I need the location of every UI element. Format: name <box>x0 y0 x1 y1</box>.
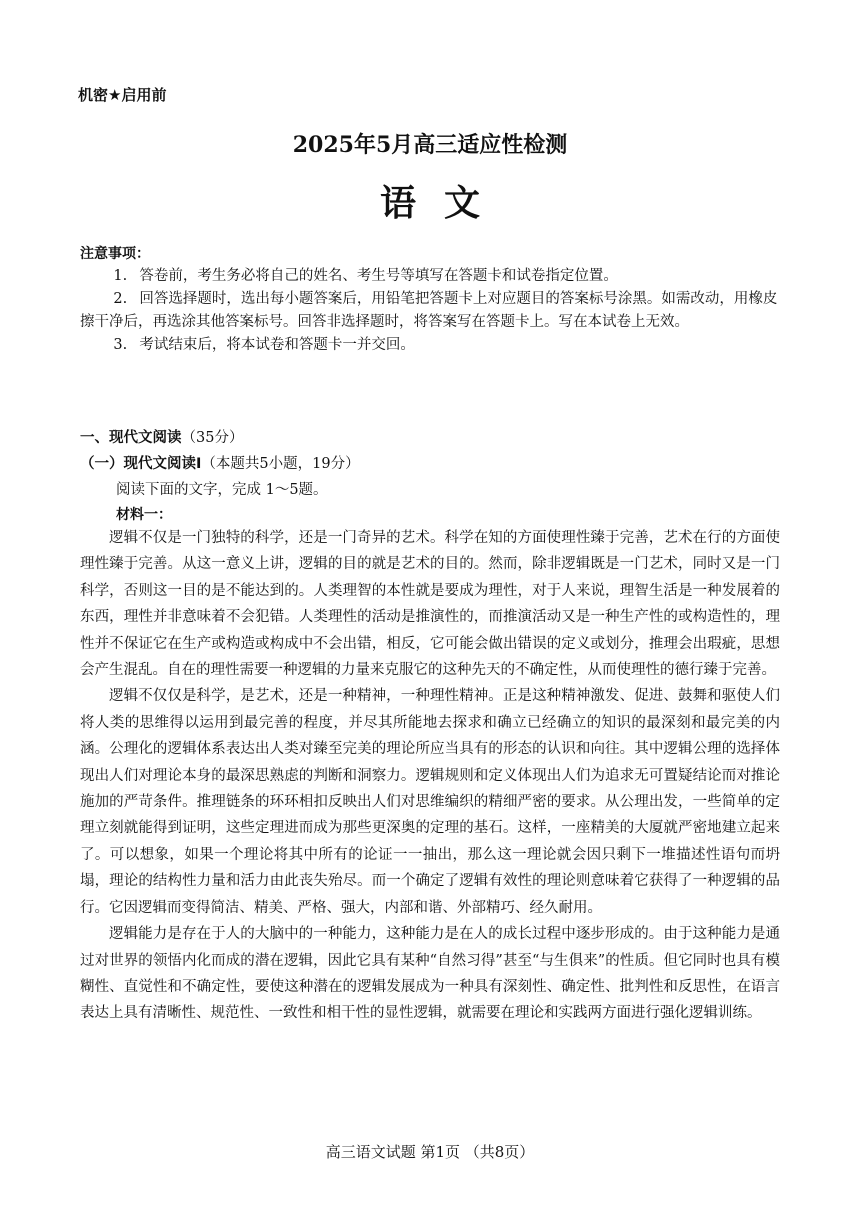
notice-list <box>80 265 785 357</box>
exam-title: 2025年5月高三适应性检测 <box>292 132 568 158</box>
notice-item-text: 考试结束后，将本试卷和答题卡一并交回。 <box>139 337 415 353</box>
section-title: 一、现代文阅读 <box>80 430 182 446</box>
subsection-heading <box>80 452 360 473</box>
page-footer: 高三语文试题 第1页 （共8页） <box>325 1143 535 1161</box>
paragraph: 逻辑不仅是一门独特的科学，还是一门奇异的艺术。科学在知的方面使理性臻于完善，艺术在行的方面使理性臻于完善。从这一意义上讲，逻辑的目的就是艺术的目的。然而，除非逻辑既是一门艺术，同时又是一门科学，否则这一目的是不能达到的。人类理智的本性就是要成为理性，对于人来说，理智生活是一种发展着的东西，理性并非意味着不会犯错。人类理性的活动是推演性的，而推演活动又是一种生产性的或构造性的，理性并不保证它在生产或构造或构成中不会出错，相反，它可能会做出错误的定义或划分，推理会出瑕疵，思想会产生混乱。自在的理性需要一种逻辑的力量来克服它的这种先天的不确定性，从而使理性的德行臻于完善。 <box>80 530 780 679</box>
section-points: （35分） <box>181 430 244 446</box>
notice-item <box>80 265 785 288</box>
notice-item-text: 答卷前，考生务必将自己的姓名、考生号等填写在答题卡和试卷指定位置。 <box>139 268 618 284</box>
notice-heading: 注意事项： <box>80 246 150 262</box>
section-heading <box>80 426 243 447</box>
notice-item-text: 回答选择题时，选出每小题答案后，用铅笔把答题卡上对应题目的答案标号涂黑。如需改动，用橡皮擦干净后，再选涂其他答案标号。回答非选择题时，将答案写在答题卡上。写在本试卷上无效。 <box>80 291 778 330</box>
notice-item <box>80 334 785 357</box>
paragraph: 逻辑不仅仅是科学，是艺术，还是一种精神，一种理性精神。正是这种精神激发、促进、鼓舞和驱使人们将人类的思维得以运用到最完善的程度，并尽其所能地去探求和确立已经确立的知识的最深刻和最完美的内涵。公理化的逻辑体系表达出人类对臻至完美的理论所应当具有的形态的认识和向往。其中逻辑公理的选择体现出人们对理论本身的最深思熟虑的判断和洞察力。逻辑规则和定义体现出人们为追求无可置疑结论而对推论施加的严苛条件。推理链条的环环相扣反映出人们对思维编织的精细严密的要求。从公理出发，一些简单的定理立刻就能得到证明，这些定理进而成为那些更深奥的定理的基石。这样，一座精美的大厦就严密地建立起来了。可以想象，如果一个理论将其中所有的论证一一抽出，那么这一理论就会因只剩下一堆描述性语句而坍塌，理论的结构性力量和活力由此丧失殆尽。而一个确定了逻辑有效性的理论则意味着它获得了一种逻辑的品行。它因逻辑而变得简洁、精美、严格、强大，内部和谐、外部精巧、经久耐用。 <box>80 688 780 916</box>
material-label: 材料一： <box>116 507 172 523</box>
reading-instruction: 阅读下面的文字，完成 1～5题。 <box>116 482 328 498</box>
paragraph: 逻辑能力是存在于人的大脑中的一种能力，这种能力是在人的成长过程中逐步形成的。由于这种能力是通过对世界的领悟内化而成的潜在逻辑，因此它具有某种“自然习得”甚至“与生俱来”的性质。但它同时也具有模糊性、直觉性和不确定性，要使这种潜在的逻辑发展成为一种具有深刻性、确定性、批判性和反思性，在语言表达上具有清晰性、规范性、一致性和相干性的显性逻辑，就需要在理论和实践两方面进行强化逻辑训练。 <box>80 926 780 1022</box>
confidential-mark: 机密★启用前 <box>78 86 167 104</box>
subsection-points: （本题共5小题，19分） <box>201 456 360 472</box>
subject-title: 语文 <box>379 182 508 224</box>
notice-item-number: 3. <box>113 337 128 353</box>
material-text <box>80 525 780 1027</box>
notice-item-number: 2. <box>113 291 128 307</box>
subsection-title: （一）现代文阅读Ⅰ <box>80 456 202 472</box>
notice-item <box>80 288 785 334</box>
notice-item-number: 1. <box>113 268 128 284</box>
